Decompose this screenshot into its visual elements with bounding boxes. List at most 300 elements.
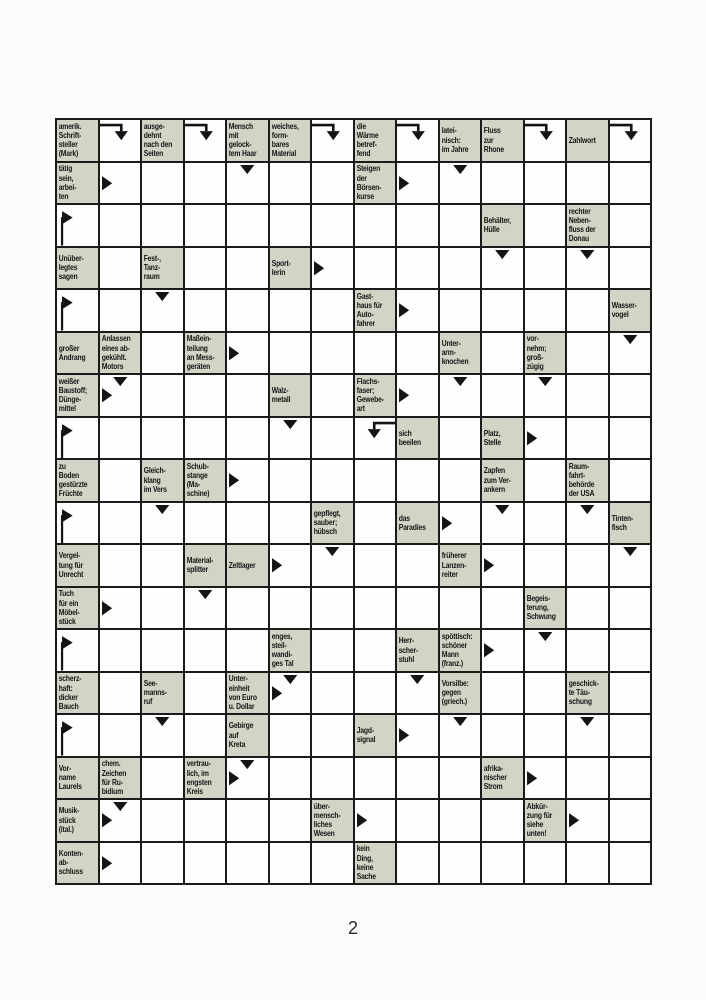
answer-cell[interactable] <box>270 418 311 459</box>
clue-cell <box>440 333 481 374</box>
answer-cell[interactable] <box>525 630 566 671</box>
clue-cell <box>397 418 438 459</box>
answer-cell[interactable] <box>567 758 608 799</box>
answer-cell[interactable] <box>440 758 481 799</box>
clue-cell <box>57 375 98 416</box>
answer-cell[interactable] <box>397 460 438 501</box>
clue-cell <box>270 630 311 671</box>
clue-cell <box>482 758 523 799</box>
answer-cell[interactable] <box>142 843 183 884</box>
clue-cell <box>185 333 226 374</box>
answer-cell[interactable] <box>142 205 183 246</box>
answer-cell[interactable] <box>440 460 481 501</box>
clue-cell <box>57 545 98 586</box>
answer-cell[interactable] <box>440 290 481 331</box>
clue-text: gepflegt, sauber; hübsch <box>313 508 341 537</box>
answer-cell[interactable] <box>567 503 608 544</box>
clue-text: Flachs- faser; Gewebe- art <box>356 376 384 414</box>
clue-text: Zeltlager <box>228 560 256 570</box>
answer-cell[interactable] <box>227 375 268 416</box>
answer-cell[interactable] <box>525 673 566 714</box>
answer-cell[interactable] <box>482 843 523 884</box>
answer-cell[interactable] <box>185 290 226 331</box>
answer-cell[interactable] <box>142 333 183 374</box>
answer-cell[interactable] <box>610 758 651 799</box>
clue-text: Walz- metall <box>271 386 290 405</box>
answer-cell[interactable] <box>440 800 481 841</box>
answer-cell[interactable] <box>397 715 438 756</box>
answer-cell[interactable] <box>185 248 226 289</box>
clue-cell <box>227 715 268 756</box>
arrow-down-icon <box>567 248 608 289</box>
answer-cell[interactable] <box>100 630 141 671</box>
answer-cell[interactable] <box>397 248 438 289</box>
arrow-down-icon <box>525 375 566 416</box>
answer-cell[interactable] <box>525 120 566 161</box>
answer-cell[interactable] <box>185 120 226 161</box>
answer-cell[interactable] <box>610 120 651 161</box>
answer-cell[interactable] <box>525 163 566 204</box>
answer-cell[interactable] <box>397 758 438 799</box>
answer-cell[interactable] <box>312 418 353 459</box>
clue-cell <box>57 588 98 629</box>
answer-cell[interactable] <box>100 715 141 756</box>
answer-cell[interactable] <box>312 545 353 586</box>
clue-cell <box>312 800 353 841</box>
answer-cell[interactable] <box>227 460 268 501</box>
answer-cell[interactable] <box>142 758 183 799</box>
answer-cell[interactable] <box>567 545 608 586</box>
clue-text: Tinten- fisch <box>611 513 633 532</box>
answer-cell[interactable] <box>142 545 183 586</box>
answer-cell[interactable] <box>525 375 566 416</box>
answer-cell[interactable] <box>142 290 183 331</box>
answer-cell[interactable] <box>227 503 268 544</box>
arrow-elbow-left-down-icon <box>312 120 353 161</box>
answer-cell[interactable] <box>440 843 481 884</box>
clue-text: früherer Lanzen- reiter <box>441 551 466 579</box>
answer-cell[interactable] <box>610 460 651 501</box>
clue-cell <box>567 673 608 714</box>
clue-text: Steigen der Börsen- kurse <box>356 164 381 201</box>
clue-cell <box>57 333 98 374</box>
clue-text: Gast- haus für Auto- fahrer <box>356 291 382 329</box>
arrow-down-icon <box>397 673 438 714</box>
answer-cell[interactable] <box>397 333 438 374</box>
answer-cell[interactable] <box>397 545 438 586</box>
answer-cell[interactable] <box>100 163 141 204</box>
answer-cell[interactable] <box>142 163 183 204</box>
arrow-elbow-left-down-icon <box>185 120 226 161</box>
clue-text: vertrau- lich, im engsten Kreis <box>186 759 212 796</box>
clue-text: spöttisch: schöner Mann (franz.) <box>441 631 472 669</box>
answer-cell[interactable] <box>567 375 608 416</box>
answer-cell[interactable] <box>355 673 396 714</box>
answer-cell[interactable] <box>440 588 481 629</box>
clue-text: Zapfen zum Ver- ankern <box>483 466 511 494</box>
answer-cell[interactable] <box>227 588 268 629</box>
answer-cell[interactable] <box>440 205 481 246</box>
clue-text: amerik. Schrift- steller (Mark) <box>58 121 82 159</box>
answer-cell[interactable] <box>312 673 353 714</box>
answer-cell[interactable] <box>100 418 141 459</box>
arrow-down-icon <box>482 248 523 289</box>
clue-cell <box>482 120 523 161</box>
answer-cell[interactable] <box>57 503 98 544</box>
clue-cell <box>185 460 226 501</box>
arrow-right-icon <box>567 800 608 841</box>
clue-text: weiches, form- bares Material <box>271 121 299 159</box>
answer-cell[interactable] <box>270 715 311 756</box>
answer-cell[interactable] <box>610 630 651 671</box>
clue-text: Mensch mit gelock- tem Haar <box>228 121 257 159</box>
arrow-right-icon <box>100 375 141 416</box>
clue-text: Sport- lerin <box>271 258 291 277</box>
answer-cell[interactable] <box>185 418 226 459</box>
clue-text: die Wärme betref- fend <box>356 121 379 159</box>
answer-cell[interactable] <box>312 248 353 289</box>
answer-cell[interactable] <box>142 375 183 416</box>
answer-cell[interactable] <box>482 673 523 714</box>
answer-cell[interactable] <box>100 545 141 586</box>
answer-cell[interactable] <box>397 843 438 884</box>
answer-cell[interactable] <box>312 120 353 161</box>
answer-cell[interactable] <box>270 758 311 799</box>
clue-text: See- manns- ruf <box>143 678 167 707</box>
arrow-down-icon <box>142 715 183 756</box>
clue-text: Behälter, Hülle <box>483 216 511 235</box>
clue-text: weißer Baustoff; Dünge- mittel <box>58 376 88 414</box>
answer-cell[interactable] <box>610 545 651 586</box>
arrow-bend-up-right-icon <box>57 715 98 756</box>
arrow-down-icon <box>440 715 481 756</box>
answer-cell[interactable] <box>525 290 566 331</box>
answer-cell[interactable] <box>185 503 226 544</box>
answer-cell[interactable] <box>525 843 566 884</box>
answer-cell[interactable] <box>525 418 566 459</box>
answer-cell[interactable] <box>355 205 396 246</box>
answer-cell[interactable] <box>100 673 141 714</box>
arrow-right-icon <box>227 758 268 799</box>
arrow-right-icon <box>227 333 268 374</box>
arrow-down-icon <box>270 673 311 714</box>
answer-cell[interactable] <box>227 800 268 841</box>
answer-cell[interactable] <box>482 290 523 331</box>
arrow-right-icon <box>397 290 438 331</box>
answer-cell[interactable] <box>227 843 268 884</box>
clue-text: großer Andrang <box>58 343 86 362</box>
arrow-right-icon <box>100 843 141 884</box>
answer-cell[interactable] <box>142 715 183 756</box>
answer-cell[interactable] <box>482 800 523 841</box>
answer-cell[interactable] <box>227 163 268 204</box>
answer-cell[interactable] <box>567 843 608 884</box>
answer-cell[interactable] <box>355 418 396 459</box>
answer-cell[interactable] <box>397 673 438 714</box>
clue-text: Jagd- signal <box>356 726 375 745</box>
answer-cell[interactable] <box>567 588 608 629</box>
arrow-down-icon <box>610 333 651 374</box>
arrow-right-icon <box>397 375 438 416</box>
answer-cell[interactable] <box>312 630 353 671</box>
answer-cell[interactable] <box>227 248 268 289</box>
arrow-bend-up-right-icon <box>57 418 98 459</box>
answer-cell[interactable] <box>482 630 523 671</box>
answer-cell[interactable] <box>185 630 226 671</box>
clue-cell <box>355 290 396 331</box>
answer-cell[interactable] <box>185 205 226 246</box>
answer-cell[interactable] <box>100 205 141 246</box>
arrow-right-icon <box>227 460 268 501</box>
answer-cell[interactable] <box>355 758 396 799</box>
answer-cell[interactable] <box>270 843 311 884</box>
clue-text: geschick- te Täu- schung <box>568 678 599 707</box>
arrow-right-icon <box>440 503 481 544</box>
answer-cell[interactable] <box>610 715 651 756</box>
answer-cell[interactable] <box>482 588 523 629</box>
clue-cell <box>100 333 141 374</box>
crossword-grid <box>55 118 652 885</box>
answer-cell[interactable] <box>312 163 353 204</box>
clue-cell <box>397 630 438 671</box>
arrow-right-icon <box>312 248 353 289</box>
answer-cell[interactable] <box>482 248 523 289</box>
answer-cell[interactable] <box>440 715 481 756</box>
answer-cell[interactable] <box>185 163 226 204</box>
clue-text: Unter- arm- knochen <box>441 338 468 367</box>
answer-cell[interactable] <box>567 715 608 756</box>
answer-cell[interactable] <box>440 248 481 289</box>
answer-cell[interactable] <box>567 163 608 204</box>
answer-cell[interactable] <box>482 545 523 586</box>
answer-cell[interactable] <box>100 843 141 884</box>
answer-cell[interactable] <box>142 418 183 459</box>
arrow-right-icon <box>270 673 311 714</box>
answer-cell[interactable] <box>227 205 268 246</box>
answer-cell[interactable] <box>567 630 608 671</box>
answer-cell[interactable] <box>185 715 226 756</box>
clue-text: afrika- nischer Strom <box>483 763 507 792</box>
answer-cell[interactable] <box>397 588 438 629</box>
arrow-elbow-left-down-icon <box>525 120 566 161</box>
answer-cell[interactable] <box>610 248 651 289</box>
answer-cell[interactable] <box>312 290 353 331</box>
clue-cell <box>227 673 268 714</box>
answer-cell[interactable] <box>227 290 268 331</box>
answer-cell[interactable] <box>610 673 651 714</box>
answer-cell[interactable] <box>270 460 311 501</box>
answer-cell[interactable] <box>482 503 523 544</box>
answer-cell[interactable] <box>355 460 396 501</box>
answer-cell[interactable] <box>525 503 566 544</box>
clue-text: über- mensch- liches Wesen <box>313 801 341 839</box>
answer-cell[interactable] <box>482 333 523 374</box>
clue-cell <box>57 758 98 799</box>
answer-cell[interactable] <box>270 333 311 374</box>
answer-cell[interactable] <box>440 418 481 459</box>
answer-cell[interactable] <box>567 248 608 289</box>
answer-cell[interactable] <box>610 375 651 416</box>
clue-cell <box>482 205 523 246</box>
answer-cell[interactable] <box>185 843 226 884</box>
answer-cell[interactable] <box>227 758 268 799</box>
answer-cell[interactable] <box>270 673 311 714</box>
answer-cell[interactable] <box>270 503 311 544</box>
answer-cell[interactable] <box>397 290 438 331</box>
answer-cell[interactable] <box>270 545 311 586</box>
arrow-down-icon <box>440 375 481 416</box>
clue-cell <box>227 545 268 586</box>
answer-cell[interactable] <box>57 418 98 459</box>
clue-text: Gleich- klang im Vers <box>143 466 167 494</box>
answer-cell[interactable] <box>185 588 226 629</box>
clue-text: Maßein- teilung an Mess- geräten <box>186 334 214 371</box>
clue-cell <box>270 248 311 289</box>
answer-cell[interactable] <box>270 800 311 841</box>
answer-cell[interactable] <box>100 503 141 544</box>
answer-cell[interactable] <box>270 290 311 331</box>
arrow-down-icon <box>100 800 141 841</box>
answer-cell[interactable] <box>57 290 98 331</box>
clue-cell <box>567 120 608 161</box>
answer-cell[interactable] <box>610 333 651 374</box>
answer-cell[interactable] <box>185 800 226 841</box>
answer-cell[interactable] <box>355 800 396 841</box>
clue-text: Gebirge auf Kreta <box>228 721 254 749</box>
arrow-down-icon <box>567 715 608 756</box>
arrow-down-icon <box>482 503 523 544</box>
clue-cell <box>567 460 608 501</box>
answer-cell[interactable] <box>355 248 396 289</box>
clue-cell <box>270 375 311 416</box>
clue-text: Raum- fahrt- behörde der USA <box>568 461 595 499</box>
answer-cell[interactable] <box>185 673 226 714</box>
arrow-down-icon <box>100 375 141 416</box>
answer-cell[interactable] <box>482 163 523 204</box>
answer-cell[interactable] <box>312 375 353 416</box>
answer-cell[interactable] <box>610 205 651 246</box>
answer-cell[interactable] <box>525 460 566 501</box>
answer-cell[interactable] <box>440 375 481 416</box>
answer-cell[interactable] <box>567 418 608 459</box>
answer-cell[interactable] <box>100 120 141 161</box>
answer-cell[interactable] <box>355 545 396 586</box>
answer-cell[interactable] <box>312 588 353 629</box>
answer-cell[interactable] <box>227 333 268 374</box>
answer-cell[interactable] <box>355 333 396 374</box>
answer-cell[interactable] <box>440 163 481 204</box>
answer-cell[interactable] <box>312 843 353 884</box>
answer-cell[interactable] <box>397 163 438 204</box>
answer-cell[interactable] <box>355 503 396 544</box>
answer-cell[interactable] <box>525 758 566 799</box>
answer-cell[interactable] <box>525 715 566 756</box>
answer-cell[interactable] <box>567 290 608 331</box>
answer-cell[interactable] <box>482 715 523 756</box>
answer-cell[interactable] <box>312 715 353 756</box>
clue-cell <box>610 503 651 544</box>
arrow-elbow-left-down-icon <box>397 120 438 161</box>
arrow-right-icon <box>397 163 438 204</box>
answer-cell[interactable] <box>57 205 98 246</box>
answer-cell[interactable] <box>610 163 651 204</box>
answer-cell[interactable] <box>312 460 353 501</box>
answer-cell[interactable] <box>610 418 651 459</box>
answer-cell[interactable] <box>270 588 311 629</box>
answer-cell[interactable] <box>100 375 141 416</box>
answer-cell[interactable] <box>525 248 566 289</box>
clue-cell <box>440 120 481 161</box>
answer-cell[interactable] <box>397 120 438 161</box>
answer-cell[interactable] <box>482 375 523 416</box>
clue-text: zu Boden gestürzte Früchte <box>58 461 88 499</box>
answer-cell[interactable] <box>397 375 438 416</box>
clue-cell <box>482 418 523 459</box>
answer-cell[interactable] <box>355 630 396 671</box>
answer-cell[interactable] <box>440 503 481 544</box>
clue-text: rechter Neben- fluss der Donau <box>568 206 596 244</box>
answer-cell[interactable] <box>57 630 98 671</box>
answer-cell[interactable] <box>270 163 311 204</box>
answer-cell[interactable] <box>185 375 226 416</box>
answer-cell[interactable] <box>100 800 141 841</box>
answer-cell[interactable] <box>227 418 268 459</box>
clue-cell <box>312 503 353 544</box>
clue-cell <box>142 248 183 289</box>
answer-cell[interactable] <box>312 333 353 374</box>
clue-text: tätig sein, arbei- ten <box>58 164 77 201</box>
answer-cell[interactable] <box>100 290 141 331</box>
answer-cell[interactable] <box>397 800 438 841</box>
clue-cell <box>142 120 183 161</box>
answer-cell[interactable] <box>270 205 311 246</box>
clue-text: vor- nehm; groß- zügig <box>526 334 546 371</box>
clue-cell <box>525 333 566 374</box>
answer-cell[interactable] <box>525 545 566 586</box>
answer-cell[interactable] <box>227 630 268 671</box>
answer-cell[interactable] <box>142 503 183 544</box>
clue-text: ausge- dehnt nach den Seiten <box>143 121 173 159</box>
answer-cell[interactable] <box>312 758 353 799</box>
answer-cell[interactable] <box>57 715 98 756</box>
clue-text: Vorsilbe: gegen (griech.) <box>441 678 469 707</box>
clue-cell <box>57 163 98 204</box>
answer-cell[interactable] <box>100 460 141 501</box>
clue-cell <box>567 205 608 246</box>
answer-cell[interactable] <box>567 333 608 374</box>
answer-cell[interactable] <box>100 588 141 629</box>
answer-cell[interactable] <box>142 800 183 841</box>
answer-cell[interactable] <box>610 588 651 629</box>
answer-cell[interactable] <box>142 630 183 671</box>
clue-cell <box>57 800 98 841</box>
answer-cell[interactable] <box>355 588 396 629</box>
answer-cell[interactable] <box>142 588 183 629</box>
clue-cell <box>397 503 438 544</box>
answer-cell[interactable] <box>610 843 651 884</box>
arrow-down-icon <box>567 503 608 544</box>
answer-cell[interactable] <box>397 205 438 246</box>
answer-cell[interactable] <box>610 800 651 841</box>
clue-text: enges, steil- wandi- ges Tal <box>271 631 293 669</box>
answer-cell[interactable] <box>525 205 566 246</box>
answer-cell[interactable] <box>100 248 141 289</box>
answer-cell[interactable] <box>567 800 608 841</box>
answer-cell[interactable] <box>312 205 353 246</box>
arrow-elbow-right-down-icon <box>355 418 396 459</box>
clue-text: Material- splitter <box>186 556 213 575</box>
clue-cell <box>57 673 98 714</box>
